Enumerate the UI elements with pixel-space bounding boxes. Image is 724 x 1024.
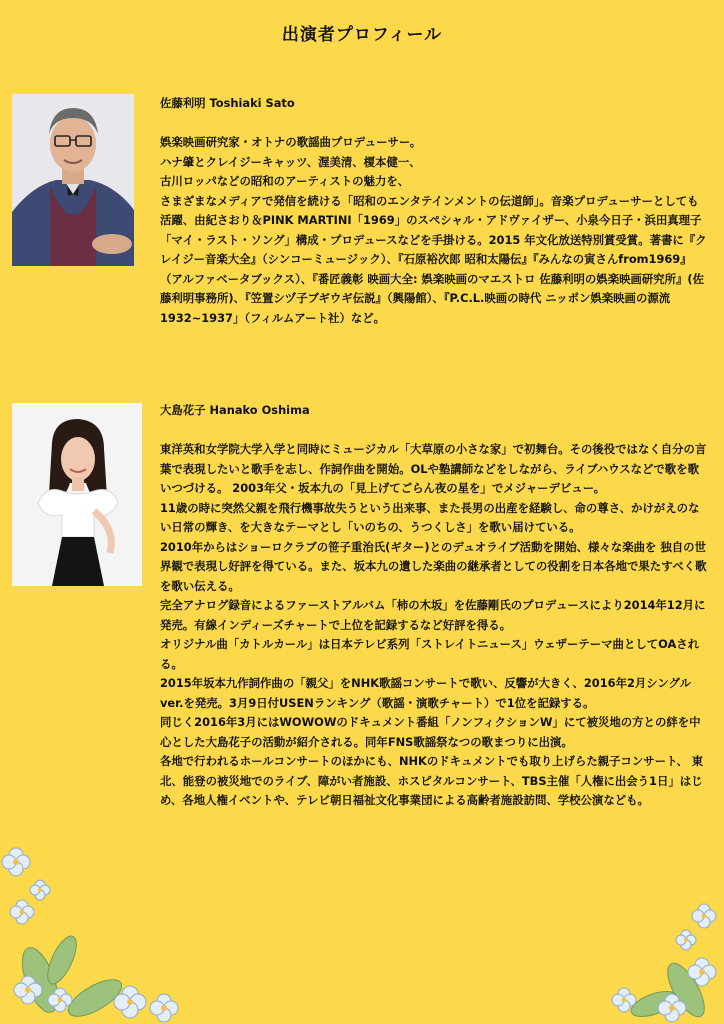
profile-bio-line: ハナ肇とクレイジーキャッツ、渥美清、榎本健一、 — [160, 154, 421, 169]
flower-decoration-right-icon — [594, 900, 724, 1024]
profile-bio-line: 東洋英和女学院大学入学と同時にミュージカル「大草原の小さな家」で初舞台。その後役ではなく自分の言葉で表現したいと歌手を志し、作詞作曲を開始。OLや塾講師などをしながら、ライブハウスなどで歌を歌いつづける。 2003年父・坂本九の「見上げてごらん夜の星を」でメジャーデビュー。 — [160, 442, 707, 495]
portrait-photo-hanako-oshima — [12, 403, 142, 586]
page-title: 出演者プロフィール — [281, 25, 443, 45]
profile-bio-line: 2015年坂本九作詞作曲の「親父」をNHK歌謡コンサートで歌い、反響が大きく、2016年2月シングルver.を発売。3月9日付USENランキング（歌謡・演歌チャート）で1位を記録する。 — [160, 676, 691, 710]
profile-hanako-oshima — [160, 401, 708, 811]
profile-bio-line: 完全アナログ録音によるファーストアルバム「柿の木坂」を佐藤剛氏のプロデュースにより2014年12月に発売。有線インディーズチャートで上位を記録するなど好評を得る。 — [160, 598, 706, 632]
profile-bio-line: 古川ロッパなどの昭和のアーティストの魅力を、 — [160, 174, 410, 188]
profile-bio-line: さまざまなメディアで発信を続ける「昭和のエンタテインメントの伝道師」。音楽プロデューサーとしても活躍、由紀さおり＆PINK MARTINI「1969」のスペシャル・アドヴァイザー、小泉今日子・浜田真理子「マイ・ラスト・ソング」構成・プロデュースなどを手掛ける。2015 年文化放送特別賞受賞。著書に『クレイジー音楽大全』（シンコーミュージック）、『石原裕次郎 昭和太陽伝』『みんなの寅さんfrom1969』（アルファベータブックス）、『番匠義彰 映画大全: 娯楽映画のマエストロ 佐藤利明の娯楽映画研究所』(佐藤利明事務所)、『笠置シヅ子ブギウギ伝説』（興陽館）、『P.C.L.映画の時代 ニッポン娯楽映画の源流1932~1937」（フィルムアート社）など。 — [160, 193, 707, 325]
profile-bio-line: 各地で行われるホールコンサートのほかにも、NHKのドキュメントでも取り上げらた親子コンサート、 東北、能登の被災地でのライブ、障がい者施設、ホスピタルコンサート、TBS主催「人権に出会う1日」はじめ、各地人権イベントや、テレビ朝日福祉文化事業団による高齢者施設訪問、学校公演なども。 — [160, 754, 704, 807]
profile-bio-line: 娯楽映画研究家・オトナの歌謡曲プロデューサー。 — [160, 135, 422, 149]
portrait-photo-toshiaki-sato — [12, 94, 134, 266]
profile-name: 大島花子 Hanako Oshima — [160, 403, 310, 417]
profile-name: 佐藤利明 Toshiaki Sato — [160, 96, 295, 110]
profile-bio-line: 11歳の時に突然父親を飛行機事故失うという出来事、また長男の出産を経験し、命の尊さ、かけがえのない日常の輝き、を大きなテーマとし「いのちの、うつくしさ」を歌い届けている。 — [160, 500, 700, 534]
profile-bio-line: 同じく2016年3月にはWOWOWのドキュメント番組「ノンフィクションW」にて被災地の方との絆を中心とした大島花子の活動が紹介される。同年FNS歌謡祭なつの歌まつりに出演。 — [160, 715, 701, 749]
profile-toshiaki-sato — [160, 94, 708, 328]
profile-bio-line: オリジナル曲「カトルカール」は日本テレビ系列「ストレイトニュース」ウェザーテーマ曲としてOAされる。 — [160, 637, 700, 671]
flower-decoration-left-icon — [0, 840, 190, 1024]
profile-bio-line: 2010年からはショーロクラブの笹子重治氏(ギター)とのデュオライブ活動を開始、様々な楽曲を 独自の世界観で表現し好評を得ている。また、坂本九の遺した楽曲の継承者としての役割を日本各地で果たすべく歌を歌い伝える。 — [160, 539, 707, 593]
